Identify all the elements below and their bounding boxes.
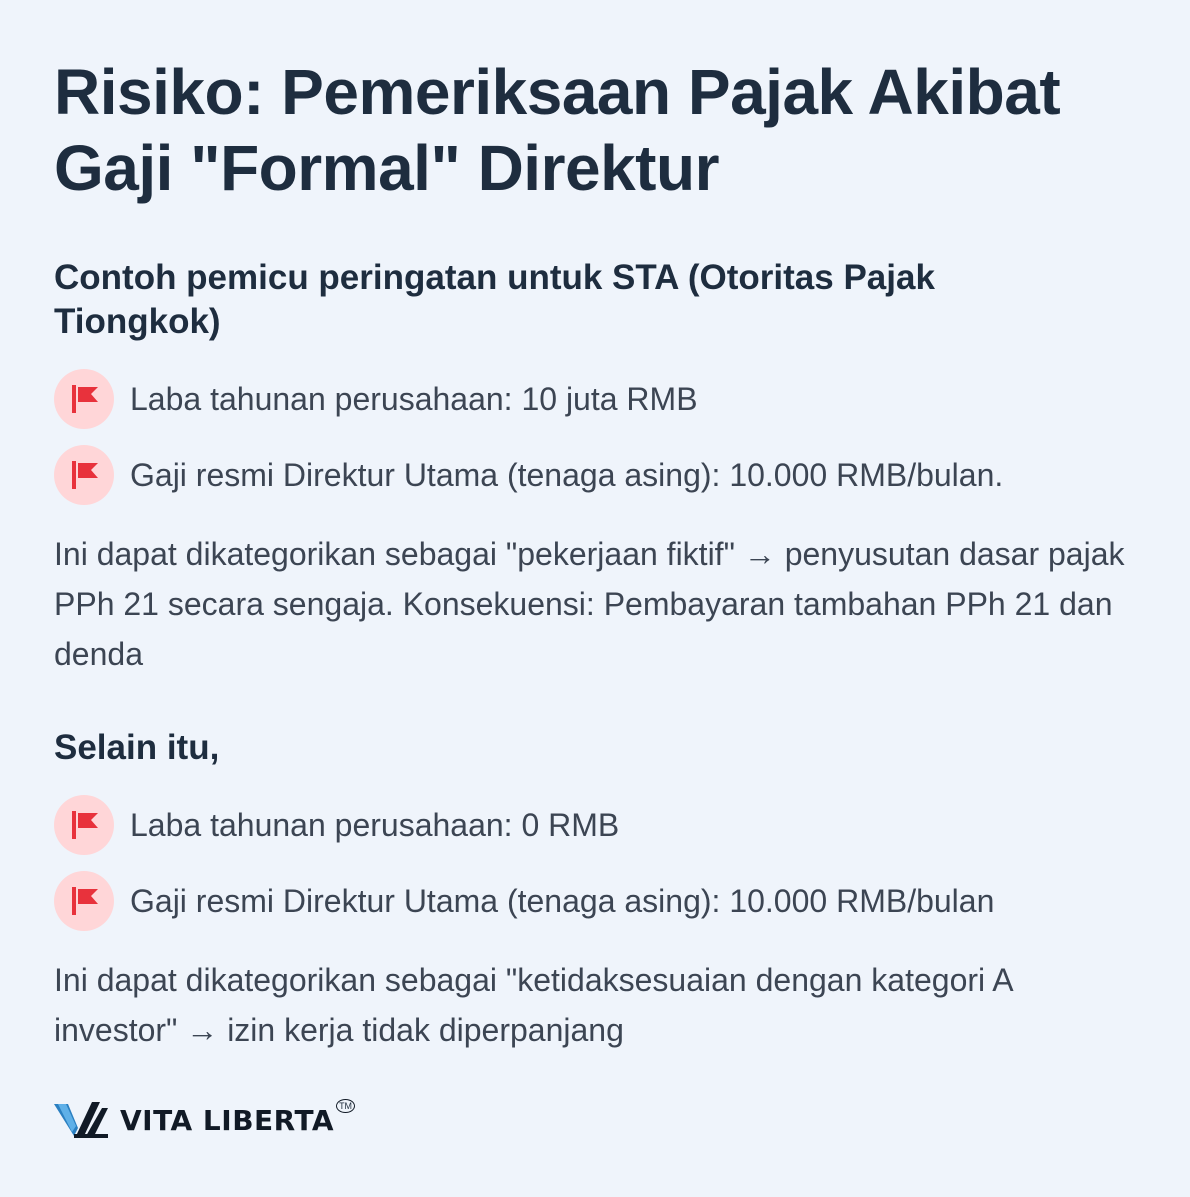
brand-logo — [54, 1098, 355, 1142]
logo-text: VITA LIBERTA — [120, 1103, 335, 1137]
page-title — [54, 54, 1060, 206]
vita-liberta-logo-icon — [54, 1098, 110, 1142]
list-item — [54, 445, 1003, 505]
red-flag-icon — [54, 445, 114, 505]
title-line-1: Risiko: Pemeriksaan Pajak Akibat — [54, 56, 1061, 128]
section2-heading: Selain itu, — [54, 728, 220, 767]
list-item — [54, 871, 994, 931]
section1-paragraph: Ini dapat dikategorikan sebagai "pekerjaan fiktif" → penyusutan dasar pajak PPh 21 secara sengaja. Konsekuensi: Pembayaran tambahan PPh 21 dan denda — [54, 536, 1125, 672]
list-item — [54, 369, 698, 429]
red-flag-icon — [54, 871, 114, 931]
red-flag-icon — [54, 369, 114, 429]
list-item-text: Gaji resmi Direktur Utama (tenaga asing): 10.000 RMB/bulan — [130, 883, 995, 919]
list-item — [54, 795, 619, 855]
list-item-text: Laba tahunan perusahaan: 0 RMB — [130, 807, 620, 843]
section1-heading: Contoh pemicu peringatan untuk STA (Otoritas Pajak Tiongkok) — [54, 258, 935, 341]
trademark-mark: TM — [336, 1099, 355, 1113]
red-flag-icon — [54, 795, 114, 855]
section2-paragraph: Ini dapat dikategorikan sebagai "ketidaksesuaian dengan kategori A investor" → izin kerja tidak diperpanjang — [54, 962, 1012, 1048]
list-item-text: Laba tahunan perusahaan: 10 juta RMB — [130, 381, 698, 417]
list-item-text: Gaji resmi Direktur Utama (tenaga asing): 10.000 RMB/bulan. — [130, 457, 1004, 493]
title-line-2: Gaji "Formal" Direktur — [54, 132, 719, 204]
